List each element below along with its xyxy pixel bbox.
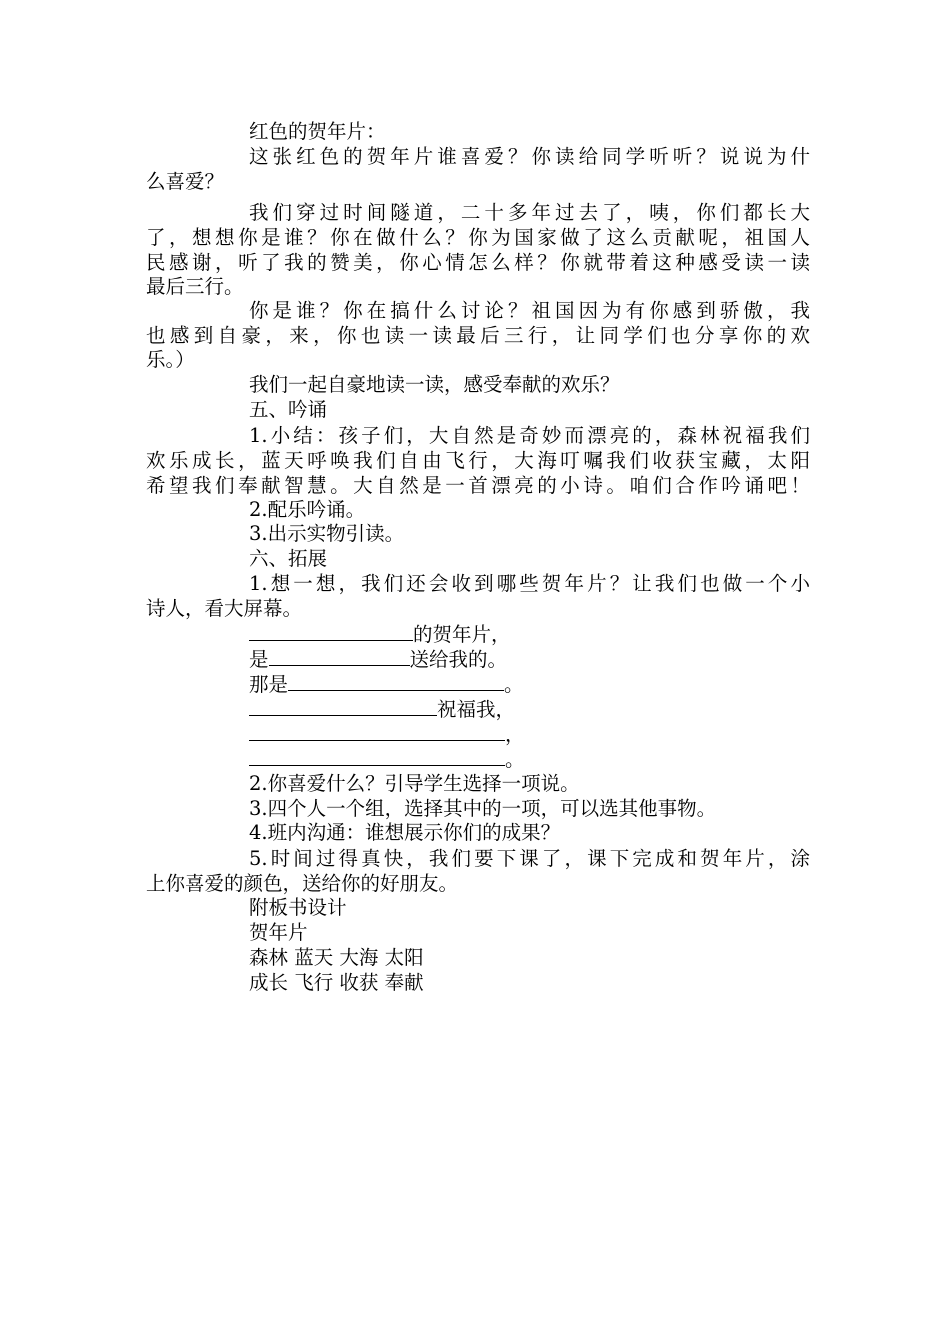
blank-underline — [249, 722, 505, 741]
text-line: 么喜爱？ — [146, 170, 225, 193]
blank-underline — [249, 622, 413, 641]
fill-in-text: 。 — [505, 748, 525, 771]
board-row: 成长 飞行 收获 奉献 — [249, 971, 424, 994]
board-row: 森林 蓝天 大海 太阳 — [249, 946, 424, 969]
text-line: 这张红色的贺年片谁喜爱？你读给同学听听？说说为什 — [249, 145, 810, 168]
fill-in-line — [249, 672, 913, 698]
section-heading: 六、拓展 — [249, 547, 328, 570]
blank-underline — [249, 747, 505, 766]
board-title: 贺年片 — [249, 921, 308, 944]
text-line: 2.你喜爱什么？引导学生选择一项说。 — [249, 772, 580, 795]
board-design-heading: 附板书设计 — [249, 896, 347, 919]
section-heading: 五、吟诵 — [249, 398, 328, 421]
text-line: 5.时间过得真快，我们要下课了，课下完成和贺年片，涂 — [249, 847, 810, 870]
fill-in-line — [249, 747, 913, 773]
text-line: 我们穿过时间隧道，二十多年过去了，咦，你们都长大 — [249, 201, 810, 224]
text-line: 最后三行。 — [146, 275, 244, 298]
text-line: 欢乐成长，蓝天呼唤我们自由飞行，大海叮嘱我们收获宝藏，太阳 — [146, 449, 810, 472]
text-line: 红色的贺年片： — [249, 120, 386, 143]
text-line: 1.小结：孩子们，大自然是奇妙而漂亮的，森林祝福我们 — [249, 424, 810, 447]
text-line: 也感到自豪，来，你也读一读最后三行，让同学们也分享你的欢 — [146, 324, 810, 347]
fill-in-line — [249, 647, 913, 673]
text-line: 3.四个人一个组，选择其中的一项，可以选其他事物。 — [249, 797, 717, 820]
fill-in-text: 祝福我， — [437, 698, 516, 721]
text-line: 你是谁？你在搞什么讨论？祖国因为有你感到骄傲，我 — [249, 299, 810, 322]
text-line: 上你喜爱的颜色，送给你的好朋友。 — [146, 872, 459, 895]
fill-in-line — [249, 622, 913, 648]
fill-in-line — [249, 722, 913, 748]
text-line: 乐。） — [146, 348, 195, 371]
blank-underline — [249, 697, 437, 716]
text-line: 3.出示实物引读。 — [249, 522, 405, 545]
text-line: 我们一起自豪地读一读，感受奉献的欢乐？ — [249, 373, 620, 396]
fill-in-text: ， — [505, 723, 525, 746]
text-line: 4.班内沟通：谁想展示你们的成果？ — [249, 821, 561, 844]
text-line: 民感谢，听了我的赞美，你心情怎么样？你就带着这种感受读一读 — [146, 251, 810, 274]
fill-in-text: 。 — [504, 673, 524, 696]
text-line: 诗人，看大屏幕。 — [146, 597, 303, 620]
fill-in-text: 的贺年片， — [413, 623, 511, 646]
text-line: 1.想一想，我们还会收到哪些贺年片？让我们也做一个小 — [249, 572, 810, 595]
fill-in-text: 那是 — [249, 673, 289, 696]
text-line: 希望我们奉献智慧。大自然是一首漂亮的小诗。咱们合作吟诵吧！ — [146, 474, 810, 497]
text-line: 了，想想你是谁？你在做什么？你为国家做了这么贡献呢，祖国人 — [146, 226, 810, 249]
fill-in-text: 送给我的。 — [409, 648, 508, 671]
text-line: 2.配乐吟诵。 — [249, 498, 366, 521]
fill-in-line — [249, 697, 913, 723]
blank-underline — [288, 672, 504, 691]
blank-underline — [269, 647, 410, 666]
fill-in-text: 是 — [249, 648, 269, 671]
